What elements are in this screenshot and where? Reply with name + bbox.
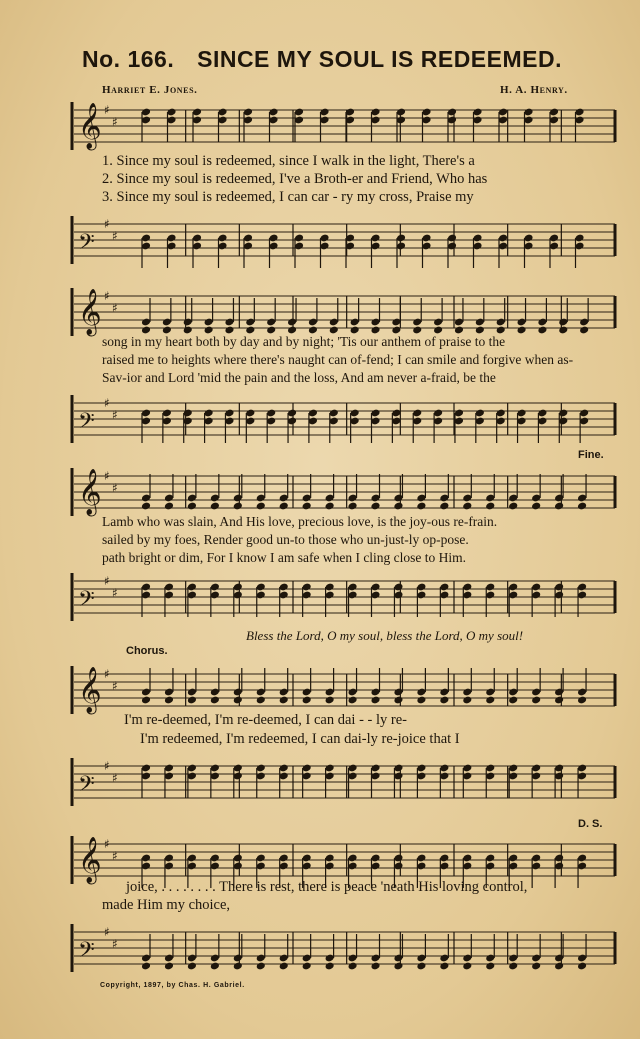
note-head-icon [302,502,312,511]
lyric-line: 2. Since my soul is redeemed, I've a Broth-er and Friend, Who has [102,171,488,187]
copyright-notice: Copyright, 1897, by Chas. H. Gabriel. [100,982,245,989]
note-head-icon [370,502,380,511]
note-head-icon [348,962,358,971]
treble-clef-icon: 𝄞 [78,836,102,883]
lyric-line: 1. Since my soul is redeemed, since I walk in the light, There's a [102,153,475,169]
note-head-icon [485,696,495,705]
note-head-icon [485,962,495,971]
note-head-icon [279,962,289,971]
lyric-line: joice, . . . . . . . . There is rest, there is peace 'neath His loving control, [126,879,528,895]
note-head-icon [187,502,197,511]
treble-clef-icon: 𝄞 [78,288,102,335]
sharp-icon: ♯ [104,574,110,588]
lyric-line: made Him my choice, [102,897,231,913]
note-head-icon [416,962,426,971]
note-head-icon [210,502,220,511]
sharp-icon: ♯ [112,229,118,243]
note-head-icon [531,962,541,971]
sharp-icon: ♯ [104,103,110,117]
note-head-icon [302,962,312,971]
sharp-icon: ♯ [112,115,118,129]
note-head-icon [279,696,289,705]
note-head-icon [141,696,151,705]
lyric-line: Sav-ior and Lord 'mid the pain and the loss, And am never a-fraid, be the [102,370,496,385]
note-head-icon [439,696,449,705]
note-head-icon [508,502,518,511]
note-head-icon [439,962,449,971]
note-head-icon [416,696,426,705]
note-head-icon [187,696,197,705]
fine-marker: Fine. [578,449,604,461]
sharp-icon: ♯ [104,217,110,231]
note-head-icon [554,696,564,705]
note-head-icon [141,962,151,971]
lyric-line: raised me to heights where there's naught can of-fend; I can smile and forgive when as- [102,352,574,367]
note-head-icon [348,502,358,511]
note-head-icon [187,962,197,971]
bass-clef-icon: 𝄢 [78,586,95,617]
note-head-icon [325,696,335,705]
refrain-echo-text: Bless the Lord, O my soul, bless the Lord, O my soul! [246,628,524,643]
bass-clef-icon: 𝄢 [78,771,95,802]
note-head-icon [531,696,541,705]
note-head-icon [210,696,220,705]
sharp-icon: ♯ [104,759,110,773]
note-head-icon [164,502,174,511]
note-head-icon [462,962,472,971]
lyric-line: sailed by my foes, Render good un-to those who un-just-ly op-pose. [102,532,469,547]
note-head-icon [256,962,266,971]
lyric-line: 3. Since my soul is redeemed, I can car - ry my cross, Praise my [102,189,474,205]
sharp-icon: ♯ [112,408,118,422]
lyric-line: I'm redeemed, I'm redeemed, I can dai-ly re-joice that I [140,731,460,747]
sharp-icon: ♯ [112,679,118,693]
bass-staff [60,756,620,816]
lyric-line: Lamb who was slain, And His love, precious love, is the joy-ous re-frain. [102,514,498,529]
note-head-icon [370,696,380,705]
note-head-icon [233,962,243,971]
sharp-icon: ♯ [112,481,118,495]
treble-clef-icon: 𝄞 [78,468,102,515]
ds-marker: D. S. [578,818,603,830]
note-head-icon [485,502,495,511]
note-head-icon [141,502,151,511]
bass-clef-icon: 𝄢 [78,408,95,439]
bass-staff [60,571,620,631]
note-head-icon [233,696,243,705]
sharp-icon: ♯ [104,667,110,681]
note-head-icon [325,502,335,511]
note-head-icon [577,962,587,971]
hymn-title: SINCE MY SOUL IS REDEEMED. [197,46,562,72]
bass-staff [60,214,620,274]
note-head-icon [554,502,564,511]
note-head-icon [416,502,426,511]
treble-clef-icon: 𝄞 [78,102,102,149]
bass-staff [60,922,620,982]
note-head-icon [439,502,449,511]
sharp-icon: ♯ [104,469,110,483]
note-head-icon [233,502,243,511]
lyric-line: I'm re-deemed, I'm re-deemed, I can dai - - ly re- [124,712,407,728]
note-head-icon [393,502,403,511]
lyric-line: song in my heart both by day and by night; 'Tis our anthem of praise to the [102,334,506,349]
note-head-icon [302,696,312,705]
lyricist-credit: Harriet E. Jones. [102,84,198,96]
note-head-icon [279,502,289,511]
composer-credit: H. A. Henry. [500,84,568,96]
lyric-line: path bright or dim, For I know I am safe when I cling close to Him. [102,550,467,565]
sharp-icon: ♯ [104,396,110,410]
note-head-icon [577,696,587,705]
bass-clef-icon: 𝄢 [78,229,95,260]
note-head-icon [508,696,518,705]
note-head-icon [508,962,518,971]
note-head-icon [348,696,358,705]
sharp-icon: ♯ [112,586,118,600]
sharp-icon: ♯ [104,837,110,851]
note-head-icon [393,962,403,971]
note-head-icon [462,502,472,511]
sharp-icon: ♯ [112,301,118,315]
note-head-icon [164,962,174,971]
note-head-icon [554,962,564,971]
treble-clef-icon: 𝄞 [78,666,102,713]
note-head-icon [164,696,174,705]
bass-staff [60,393,620,453]
note-head-icon [325,962,335,971]
chorus-label: Chorus. [126,645,168,657]
sharp-icon: ♯ [112,771,118,785]
note-head-icon [256,696,266,705]
sharp-icon: ♯ [104,289,110,303]
note-head-icon [210,962,220,971]
hymn-number: No. 166. [82,46,175,72]
bass-clef-icon: 𝄢 [78,937,95,968]
note-head-icon [577,502,587,511]
note-head-icon [393,696,403,705]
hymn-heading [82,46,582,73]
note-head-icon [370,962,380,971]
note-head-icon [462,696,472,705]
note-head-icon [531,502,541,511]
treble-staff [60,100,620,160]
sharp-icon: ♯ [112,937,118,951]
note-head-icon [256,502,266,511]
sharp-icon: ♯ [104,925,110,939]
sharp-icon: ♯ [112,849,118,863]
